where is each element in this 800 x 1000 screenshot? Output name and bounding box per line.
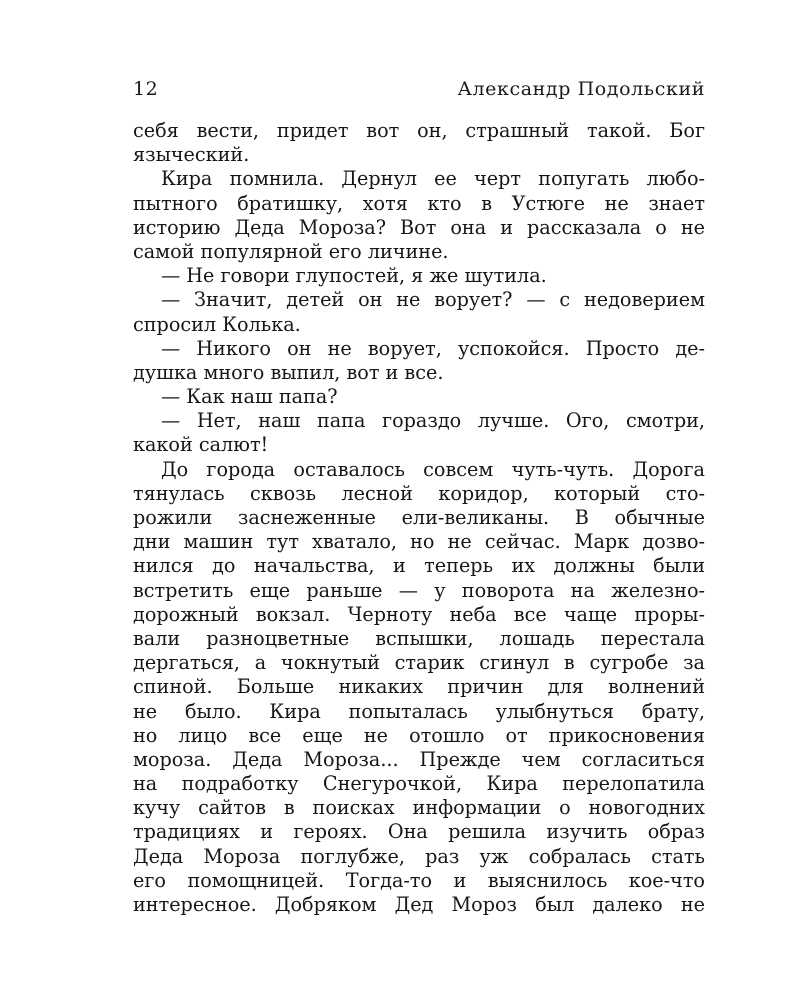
text-line: кучу сайтов в поисках информации о новогодних	[133, 796, 705, 820]
text-line: встретить еще раньше — у поворота на железно-	[133, 578, 705, 602]
text-line: — Нет, наш папа гораздо лучше. Ого, смотри,	[161, 409, 705, 433]
body-text	[133, 119, 705, 917]
text-line: не было. Кира попыталась улыбнуться брату,	[133, 699, 705, 723]
text-line: историю Деда Мороза? Вот она и рассказала о не	[133, 215, 705, 239]
running-head	[133, 78, 705, 108]
text-line: традициях и героях. Она решила изучить образ	[133, 820, 705, 844]
text-line: интересное. Добряком Дед Мороз был далеко не	[133, 893, 705, 916]
text-line: на подработку Снегурочкой, Кира перелопатила	[133, 772, 705, 796]
text-line: Деда Мороза поглубже, раз уж собралась стать	[133, 844, 705, 868]
text-line: тянулась сквозь лесной коридор, который сто-	[133, 481, 705, 505]
page-number: 12	[133, 78, 159, 100]
text-line: нился до начальства, и теперь их должны были	[133, 554, 705, 578]
text-line: спросил Колька.	[133, 312, 301, 336]
text-line: дергаться, а чокнутый старик сгинул в сугробе за	[133, 651, 705, 675]
text-line: себя вести, придет вот он, страшный такой. Бог	[133, 119, 705, 142]
text-line: его помощницей. Тогда-то и выяснилось кое-что	[133, 868, 705, 892]
text-line: дни машин тут хватало, но не сейчас. Марк дозво-	[133, 530, 705, 554]
text-line: — Не говори глупостей, я же шутила.	[161, 264, 547, 288]
text-line: душка много выпил, вот и все.	[133, 360, 444, 384]
text-line: рожили заснеженные ели-великаны. В обычные	[133, 506, 705, 529]
text-line: спиной. Больше никаких причин для волнений	[133, 675, 705, 699]
text-line: но лицо все еще не отошло от прикосновения	[133, 723, 705, 747]
text-line: — Значит, детей он не ворует? — с недоверием	[161, 288, 705, 312]
text-line: Кира помнила. Дернул ее черт попугать любо-	[161, 167, 705, 191]
text-line: самой популярной его личине.	[133, 239, 449, 263]
text-line: какой салют!	[133, 433, 269, 457]
text-line: — Никого он не ворует, успокойся. Просто де-	[161, 336, 705, 360]
text-line: языческий.	[133, 143, 250, 167]
text-line: До города оставалось совсем чуть-чуть. Дорога	[161, 457, 705, 481]
text-line: дорожный вокзал. Черноту неба все чаще проры-	[133, 602, 705, 626]
text-line: мороза. Деда Мороза... Прежде чем согласиться	[133, 747, 705, 771]
text-line: пытного братишку, хотя кто в Устюге не знает	[133, 191, 705, 215]
text-line: — Как наш папа?	[161, 385, 338, 409]
text-line: вали разноцветные вспышки, лошадь перестала	[133, 626, 705, 650]
running-title: Александр Подольский	[457, 78, 705, 100]
